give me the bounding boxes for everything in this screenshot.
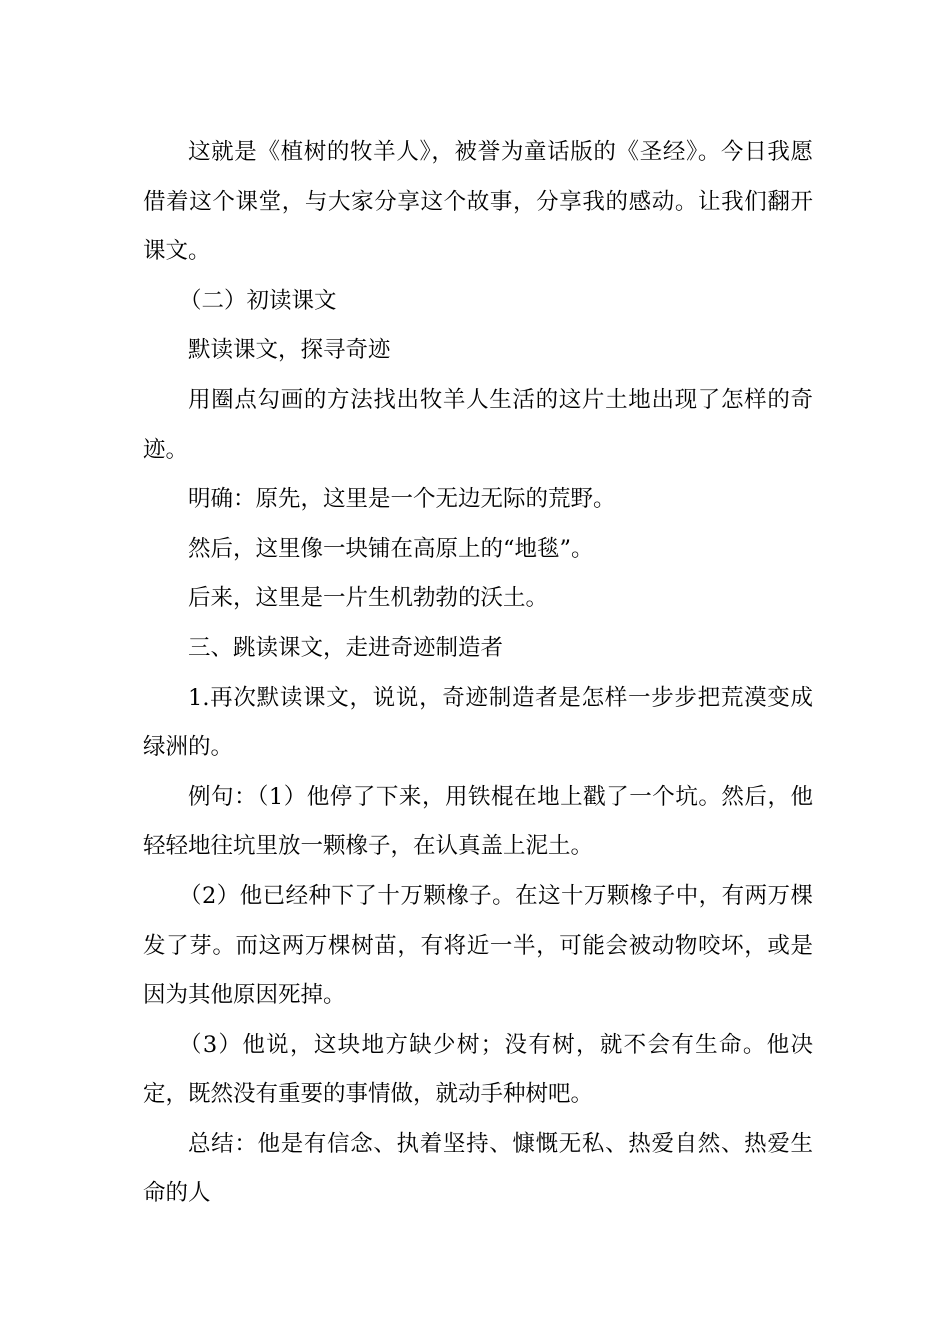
paragraph-find-miracle: 用圈点勾画的方法找出牧羊人生活的这片土地出现了怎样的奇迹。 (143, 386, 813, 463)
document-body (143, 128, 813, 1219)
paragraph-clarify-originally: 明确：原先，这里是一个无边无际的荒野。 (188, 486, 616, 513)
paragraph-silent-reading: 默读课文，探寻奇迹 (188, 337, 391, 364)
paragraph-example-two: （2）他已经种下了十万颗橡子。在这十万颗橡子中，有两万棵发了芽。而这两万棵树苗，有将近一半，可能会被动物咬坏，或是因为其他原因死掉。 (143, 882, 813, 1009)
paragraph-summary: 总结：他是有信念、执着坚持、慷慨无私、热爱自然、热爱生命的人 (143, 1130, 813, 1207)
paragraph-intro: 这就是《植树的牧羊人》，被誉为童话版的《圣经》。今日我愿借着这个课堂，与大家分享这个故事，分享我的感动。让我们翻开课文。 (143, 139, 813, 265)
paragraph-then: 然后，这里像一块铺在高原上的“地毯”。 (188, 535, 594, 562)
section-heading-skim-reading: 三、跳读课文，走进奇迹制造者 (188, 634, 504, 661)
paragraph-example-three: （3）他说，这块地方缺少树；没有树，就不会有生命。他决定，既然没有重要的事情做，就动手种树吧。 (143, 1031, 813, 1108)
paragraph-question-one: 1.再次默读课文，说说，奇迹制造者是怎样一步步把荒漠变成绿洲的。 (143, 684, 813, 761)
section-heading-first-reading: （二）初读课文 (179, 287, 337, 314)
paragraph-later: 后来，这里是一片生机勃勃的沃土。 (188, 585, 549, 612)
paragraph-example-one: 例句：（1）他停了下来，用铁棍在地上戳了一个坑。然后，他轻轻地往坑里放一颗橡子，在认真盖上泥土。 (143, 783, 813, 860)
